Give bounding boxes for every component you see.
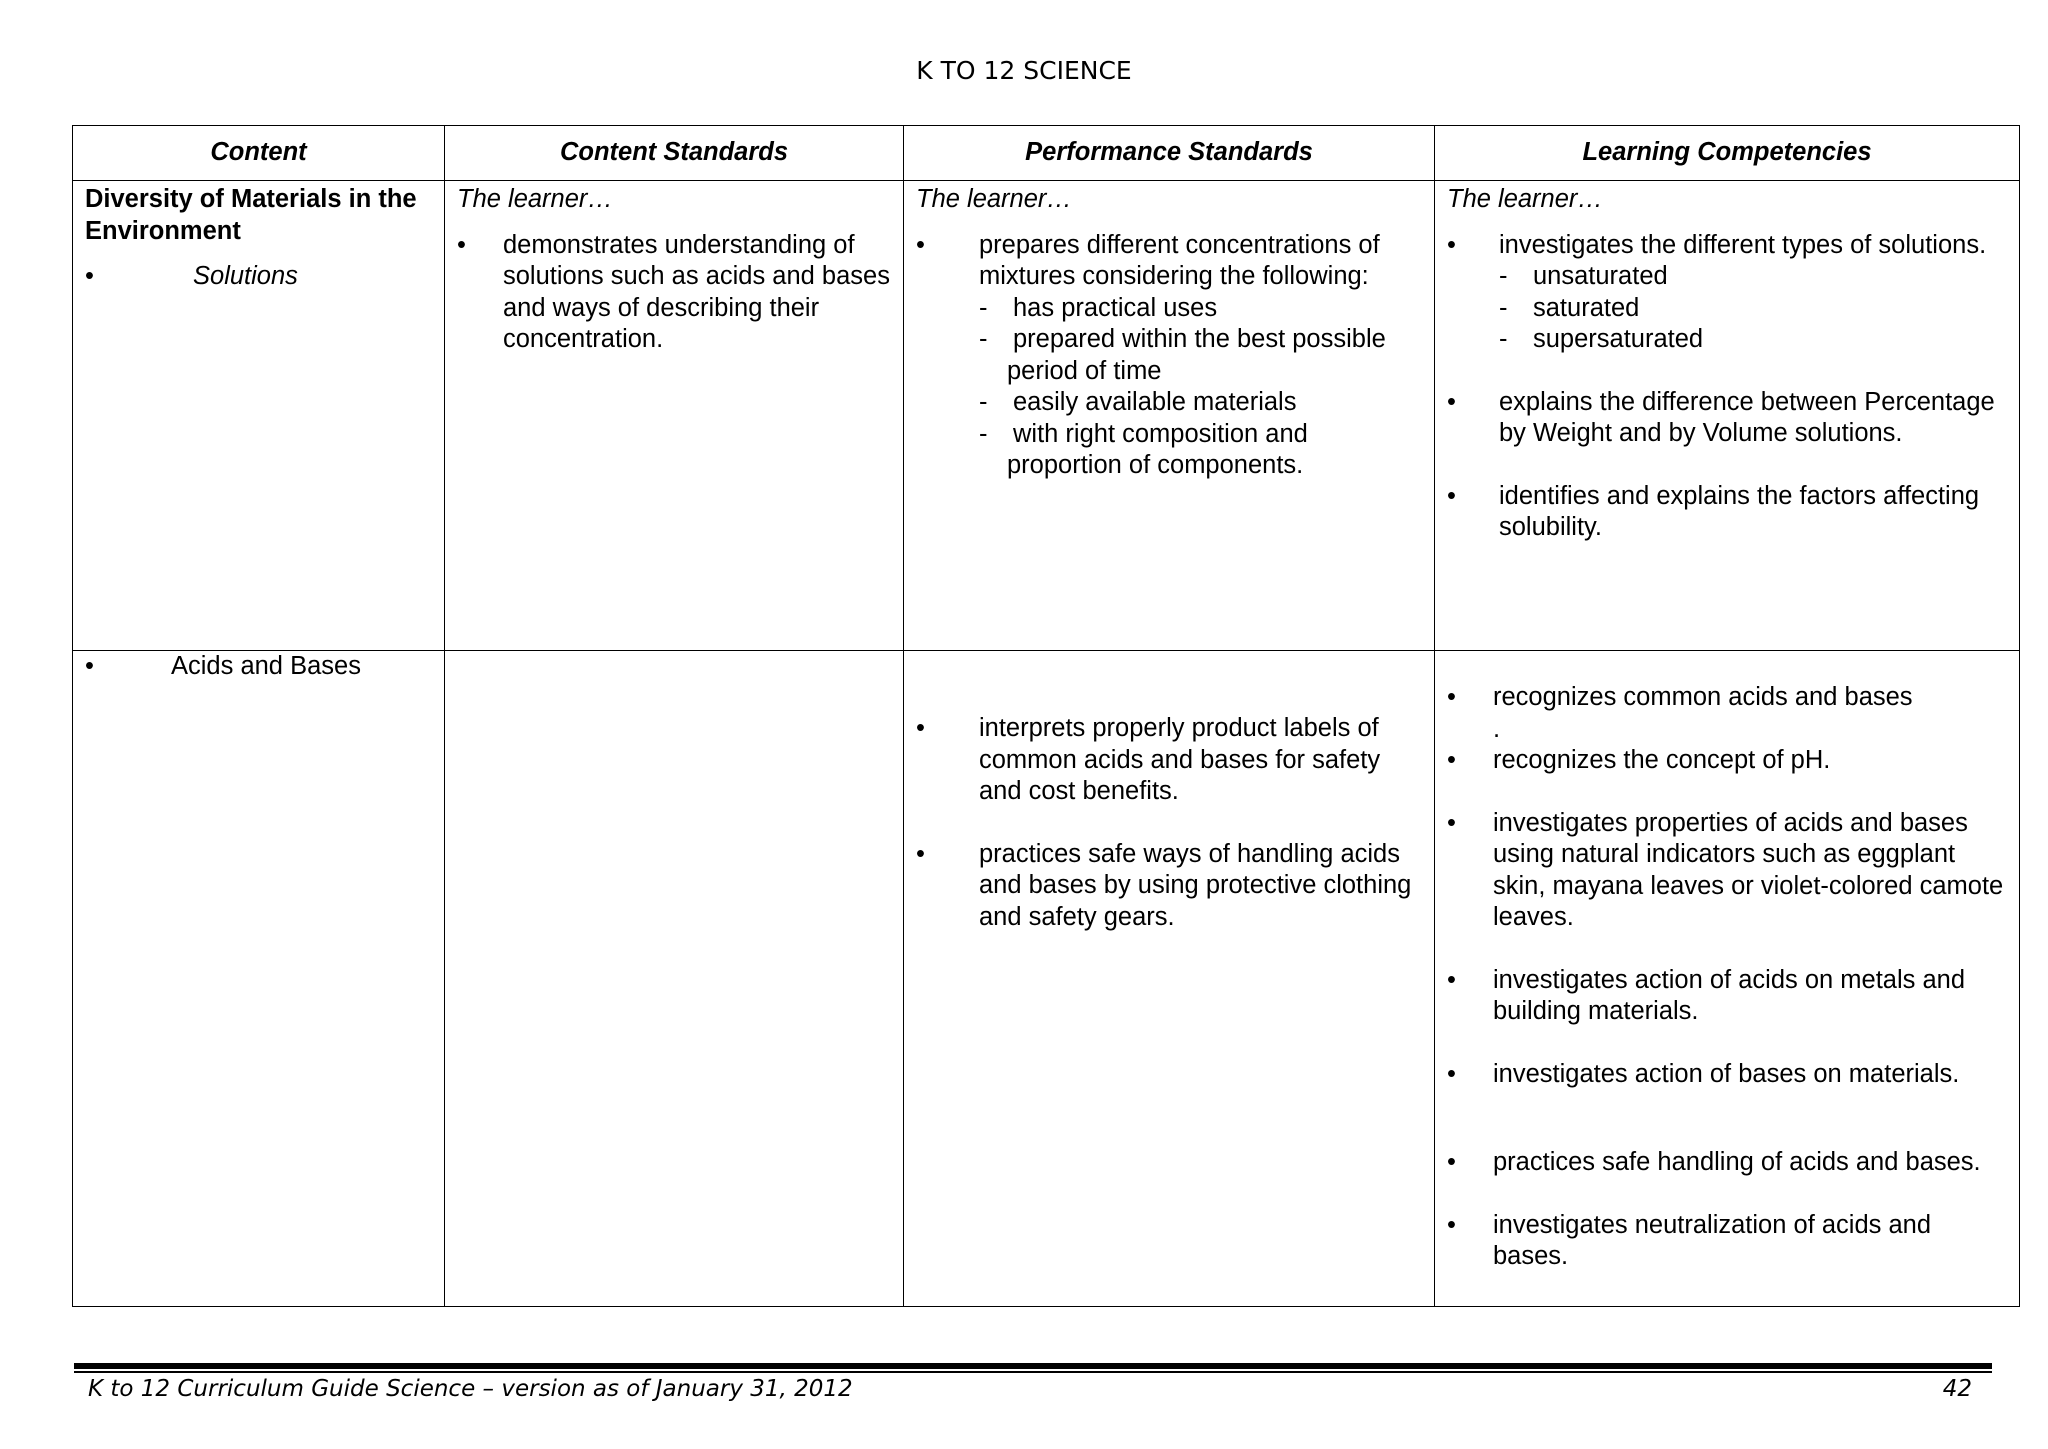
sub-item: - supersaturated: [1499, 324, 2009, 356]
sub-item-continuation: proportion of components.: [1007, 451, 1304, 479]
sub-item: - prepared within the best possible: [979, 324, 1424, 356]
learner-intro: The learner…: [1447, 185, 1603, 213]
sub-item: - with right composition and: [979, 419, 1424, 451]
learner-intro: The learner…: [457, 185, 613, 213]
footer-rule-thin: [74, 1371, 1992, 1373]
page-header: K TO 12 SCIENCE: [916, 56, 1132, 85]
content-cell: [73, 651, 445, 1307]
content-cell: [73, 181, 445, 651]
list-item: • practices safe handling of acids and bases.: [1447, 1147, 2009, 1179]
learning-competencies-cell: [1435, 181, 2020, 651]
list-item: • practices safe ways of handling acids and bases by using protective clothing and safety gears.: [916, 839, 1424, 934]
list-item: • demonstrates understanding of solutions such as acids and bases and ways of describing their concentration.: [457, 230, 893, 356]
list-item: [85, 651, 434, 683]
list-item: • interprets properly product labels of common acids and bases for safety and cost benefits.: [916, 713, 1424, 808]
curriculum-table: [72, 125, 2020, 1307]
list-item: [85, 261, 434, 293]
list-item-text: recognizes common acids and bases: [1493, 683, 1913, 711]
list-item-text: prepares different concentrations of mixtures considering the following:: [979, 230, 1380, 290]
content-standards-cell: [445, 181, 904, 651]
learner-intro: The learner…: [916, 185, 1072, 213]
list-item: [1447, 230, 2009, 356]
learning-competencies-cell: [1435, 651, 2020, 1307]
header-performance-standards: Performance Standards: [904, 126, 1435, 181]
page-number: 42: [1942, 1376, 1972, 1402]
sub-item-continuation: period of time: [1007, 356, 1162, 385]
sub-item: - unsaturated: [1499, 261, 2009, 293]
sub-item: - has practical uses: [979, 293, 1424, 325]
topic-acids-bases: Acids and Bases: [171, 652, 361, 680]
list-item: • investigates action of bases on materials.: [1447, 1059, 2009, 1091]
performance-standards-cell: [904, 181, 1435, 651]
list-item-text: investigates the different types of solutions.: [1499, 230, 1987, 259]
footer-rule: [74, 1363, 1992, 1369]
table-row: [73, 651, 2020, 1307]
content-standards-cell: [445, 651, 904, 1307]
list-item: [916, 230, 1424, 482]
header-learning-competencies: Learning Competencies: [1435, 126, 2020, 181]
performance-standards-cell: [904, 651, 1435, 1307]
list-item: • investigates action of acids on metals and building materials.: [1447, 965, 2009, 1028]
footer-text: K to 12 Curriculum Guide Science – version as of January 31, 2012: [88, 1376, 853, 1402]
sub-item: - saturated: [1499, 293, 2009, 325]
list-item: • explains the difference between Percentage by Weight and by Volume solutions.: [1447, 387, 2009, 450]
header-content-standards: Content Standards: [445, 126, 904, 181]
table-row: [73, 181, 2020, 651]
header-content: Content: [73, 126, 445, 181]
list-item: • recognizes the concept of pH.: [1447, 745, 2009, 777]
topic-solutions: Solutions: [193, 262, 298, 290]
topic-title: Diversity of Materials in the Environment: [85, 185, 417, 245]
sub-item: - easily available materials: [979, 387, 1424, 419]
list-item-tail: .: [1493, 714, 1501, 743]
list-item: • identifies and explains the factors affecting solubility.: [1447, 481, 2009, 544]
table-header-row: [73, 126, 2020, 181]
list-item: • investigates neutralization of acids and bases.: [1447, 1210, 2009, 1273]
list-item: [1447, 682, 2009, 745]
list-item: • investigates properties of acids and bases using natural indicators such as eggplant skin, mayana leaves or violet-colored camote leaves.: [1447, 808, 2009, 934]
